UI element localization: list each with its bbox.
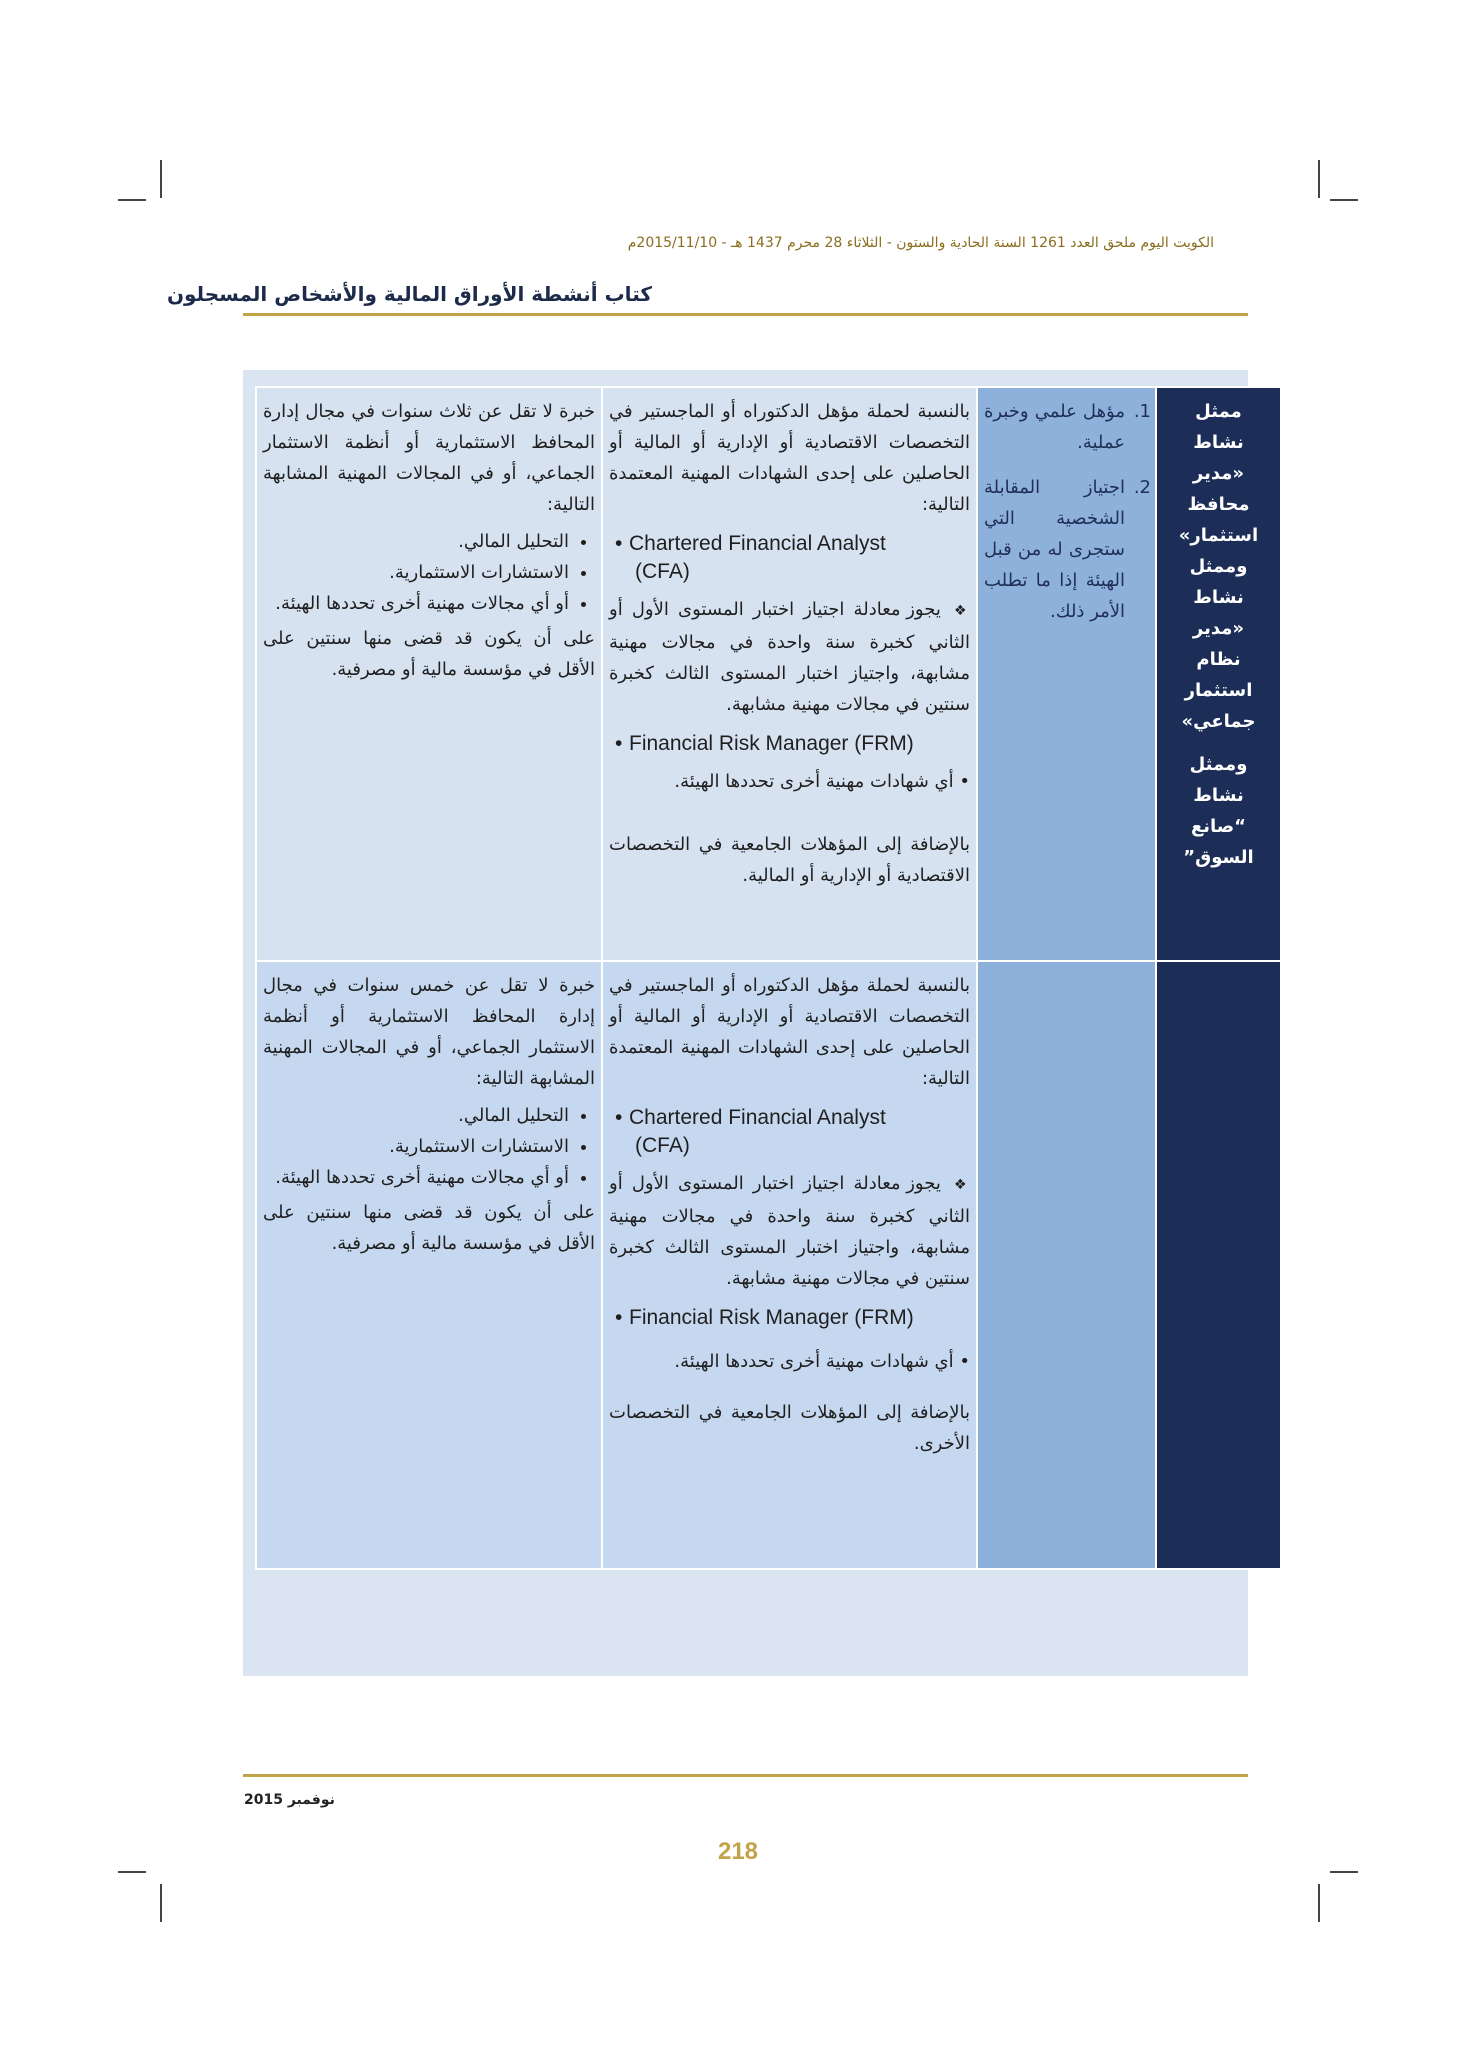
list-item: • الاستشارات الاستثمارية. (263, 557, 569, 588)
cfa-label: Chartered Financial Analyst (629, 1106, 886, 1129)
activity-line: «مدير (1192, 463, 1245, 484)
diamond-bullet: ❖ (954, 603, 970, 619)
experience-list (263, 1100, 595, 1193)
experience-note: على أن يكون قد قضى منها سنتين على الأقل في مؤسسة مالية أو مصرفية. (263, 1202, 595, 1254)
crop-mark (160, 160, 162, 198)
content-panel (243, 370, 1259, 1676)
list-item (984, 396, 1151, 458)
bullet: • (959, 771, 970, 792)
cfa-item (609, 530, 970, 586)
list-item: • أو أي مجالات مهنية أخرى تحددها الهيئة. (263, 1162, 569, 1193)
requirements-table (255, 386, 1282, 1570)
activity-line: «مدير (1192, 618, 1245, 639)
requirements-cell (977, 961, 1156, 1569)
crop-mark (1318, 1884, 1320, 1922)
addition-note: بالإضافة إلى المؤهلات الجامعية في التخصصات الاقتصادية أو الإدارية أو المالية. (609, 834, 970, 886)
experience-intro: خبرة لا تقل عن خمس سنوات في مجال إدارة المحافظ الاستثمارية أو أنظمة الاستثمار الجماعي، أو في المجالات المهنية المشابهة التالية: (263, 975, 595, 1089)
equivalence-note (609, 1168, 970, 1294)
list-item: • أو أي مجالات مهنية أخرى تحددها الهيئة. (263, 588, 569, 619)
certificates-cell (602, 387, 977, 961)
frm-item (609, 730, 970, 758)
spacer (609, 1383, 970, 1397)
cfa-item (609, 1104, 970, 1160)
requirements-list (984, 396, 1149, 627)
requirements-cell (977, 387, 1156, 961)
table-row (256, 387, 1281, 961)
activity-line: استثمار (1184, 680, 1253, 701)
activity-line: “صانع (1190, 816, 1247, 837)
other-certs (609, 766, 970, 797)
activity-line: نشاط (1193, 587, 1244, 608)
bullet: • (615, 732, 623, 755)
other-certs-text: أي شهادات مهنية أخرى تحددها الهيئة. (674, 771, 954, 792)
cfa-abbr: (CFA) (635, 560, 690, 583)
certificates-intro: بالنسبة لحملة مؤهل الدكتوراه أو الماجستير في التخصصات الاقتصادية أو الإدارية أو المالية أو الحاصلين على إحدى الشهادات المهنية المعتمدة التالية: (609, 401, 970, 515)
activity-line: استثمار» (1178, 525, 1259, 546)
experience-cell (256, 387, 602, 961)
activity-line: السوق” (1183, 847, 1254, 868)
activity-cell (1156, 961, 1281, 1569)
bullet: • (959, 1351, 970, 1372)
certificates-intro: بالنسبة لحملة مؤهل الدكتوراه أو الماجستير في التخصصات الاقتصادية أو الإدارية أو المالية أو الحاصلين على إحدى الشهادات المهنية المعتمدة التالية: (609, 975, 970, 1089)
list-item: • التحليل المالي. (263, 526, 569, 557)
bullet: • (615, 1306, 623, 1329)
frm-label: Financial Risk Manager (FRM) (629, 732, 914, 755)
activity-line: محافظ (1187, 494, 1250, 515)
activity-line: نظام (1196, 649, 1241, 670)
item-number: 2. (1133, 477, 1151, 498)
issue-line: الكويت اليوم ملحق العدد 1261 السنة الحادية والستون - الثلاثاء 28 محرم 1437 هـ - 2015/11/10م (627, 235, 1214, 251)
experience-intro: خبرة لا تقل عن ثلاث سنوات في مجال إدارة المحافظ الاستثمارية أو أنظمة الاستثمار الجماعي، أو في المجالات المهنية المشابهة التالية: (263, 401, 595, 515)
requirement-text: اجتياز المقابلة الشخصية التي ستجرى له من قبل الهيئة إذا ما تطلب الأمر ذلك. (984, 477, 1125, 622)
bullet: • (615, 1106, 623, 1129)
crop-mark (160, 1884, 162, 1922)
table-row (256, 961, 1281, 1569)
diamond-bullet: ❖ (954, 1177, 970, 1193)
activity-line: وممثل (1189, 556, 1248, 577)
certificates-cell (602, 961, 977, 1569)
list-item: • الاستشارات الاستثمارية. (263, 1131, 569, 1162)
crop-mark (1330, 1871, 1358, 1873)
activity-line: جماعي» (1181, 711, 1256, 732)
crop-mark (118, 1871, 146, 1873)
experience-list (263, 526, 595, 619)
item-number: 1. (1133, 401, 1151, 422)
frm-label: Financial Risk Manager (FRM) (629, 1306, 914, 1329)
crop-mark (118, 199, 146, 201)
activity-line: نشاط (1193, 432, 1244, 453)
other-certs (609, 1346, 970, 1377)
list-item: • التحليل المالي. (263, 1100, 569, 1131)
footer-date: نوفمبر 2015 (244, 1792, 335, 1808)
activity-line: ممثل (1195, 401, 1242, 422)
experience-cell (256, 961, 602, 1569)
activity-line: وممثل (1189, 754, 1248, 775)
spacer (609, 803, 970, 829)
equivalence-text: يجوز معادلة اجتياز اختبار المستوى الأول أو الثاني كخبرة سنة واحدة في مجالات مهنية مشابهة، واجتياز اختبار المستوى الثالث كخبرة سنتين في مجالات مهنية مشابهة. (609, 1173, 970, 1289)
frm-item (609, 1304, 970, 1332)
crop-mark (1330, 199, 1358, 201)
requirement-text: مؤهل علمي وخبرة عملية. (984, 401, 1125, 453)
activity-cell (1156, 387, 1281, 961)
addition-note: بالإضافة إلى المؤهلات الجامعية في التخصصات الأخرى. (609, 1402, 970, 1454)
activity-spacer (1163, 737, 1274, 749)
cfa-label: Chartered Financial Analyst (629, 532, 886, 555)
bullet: • (615, 532, 623, 555)
page-number: 218 (717, 1838, 759, 1865)
other-certs-text: أي شهادات مهنية أخرى تحددها الهيئة. (674, 1351, 954, 1372)
experience-note: على أن يكون قد قضى منها سنتين على الأقل في مؤسسة مالية أو مصرفية. (263, 628, 595, 680)
crop-mark (1318, 160, 1320, 198)
activity-line: نشاط (1193, 785, 1244, 806)
header-rule (243, 313, 1248, 316)
list-item (984, 472, 1151, 627)
book-title: كتاب أنشطة الأوراق المالية والأشخاص المسجلون (166, 282, 652, 306)
equivalence-note (609, 594, 970, 720)
equivalence-text: يجوز معادلة اجتياز اختبار المستوى الأول أو الثاني كخبرة سنة واحدة في مجالات مهنية مشابهة، واجتياز اختبار المستوى الثالث كخبرة سنتين في مجالات مهنية مشابهة. (609, 599, 970, 715)
footer-rule (243, 1774, 1248, 1777)
cfa-abbr: (CFA) (635, 1134, 690, 1157)
